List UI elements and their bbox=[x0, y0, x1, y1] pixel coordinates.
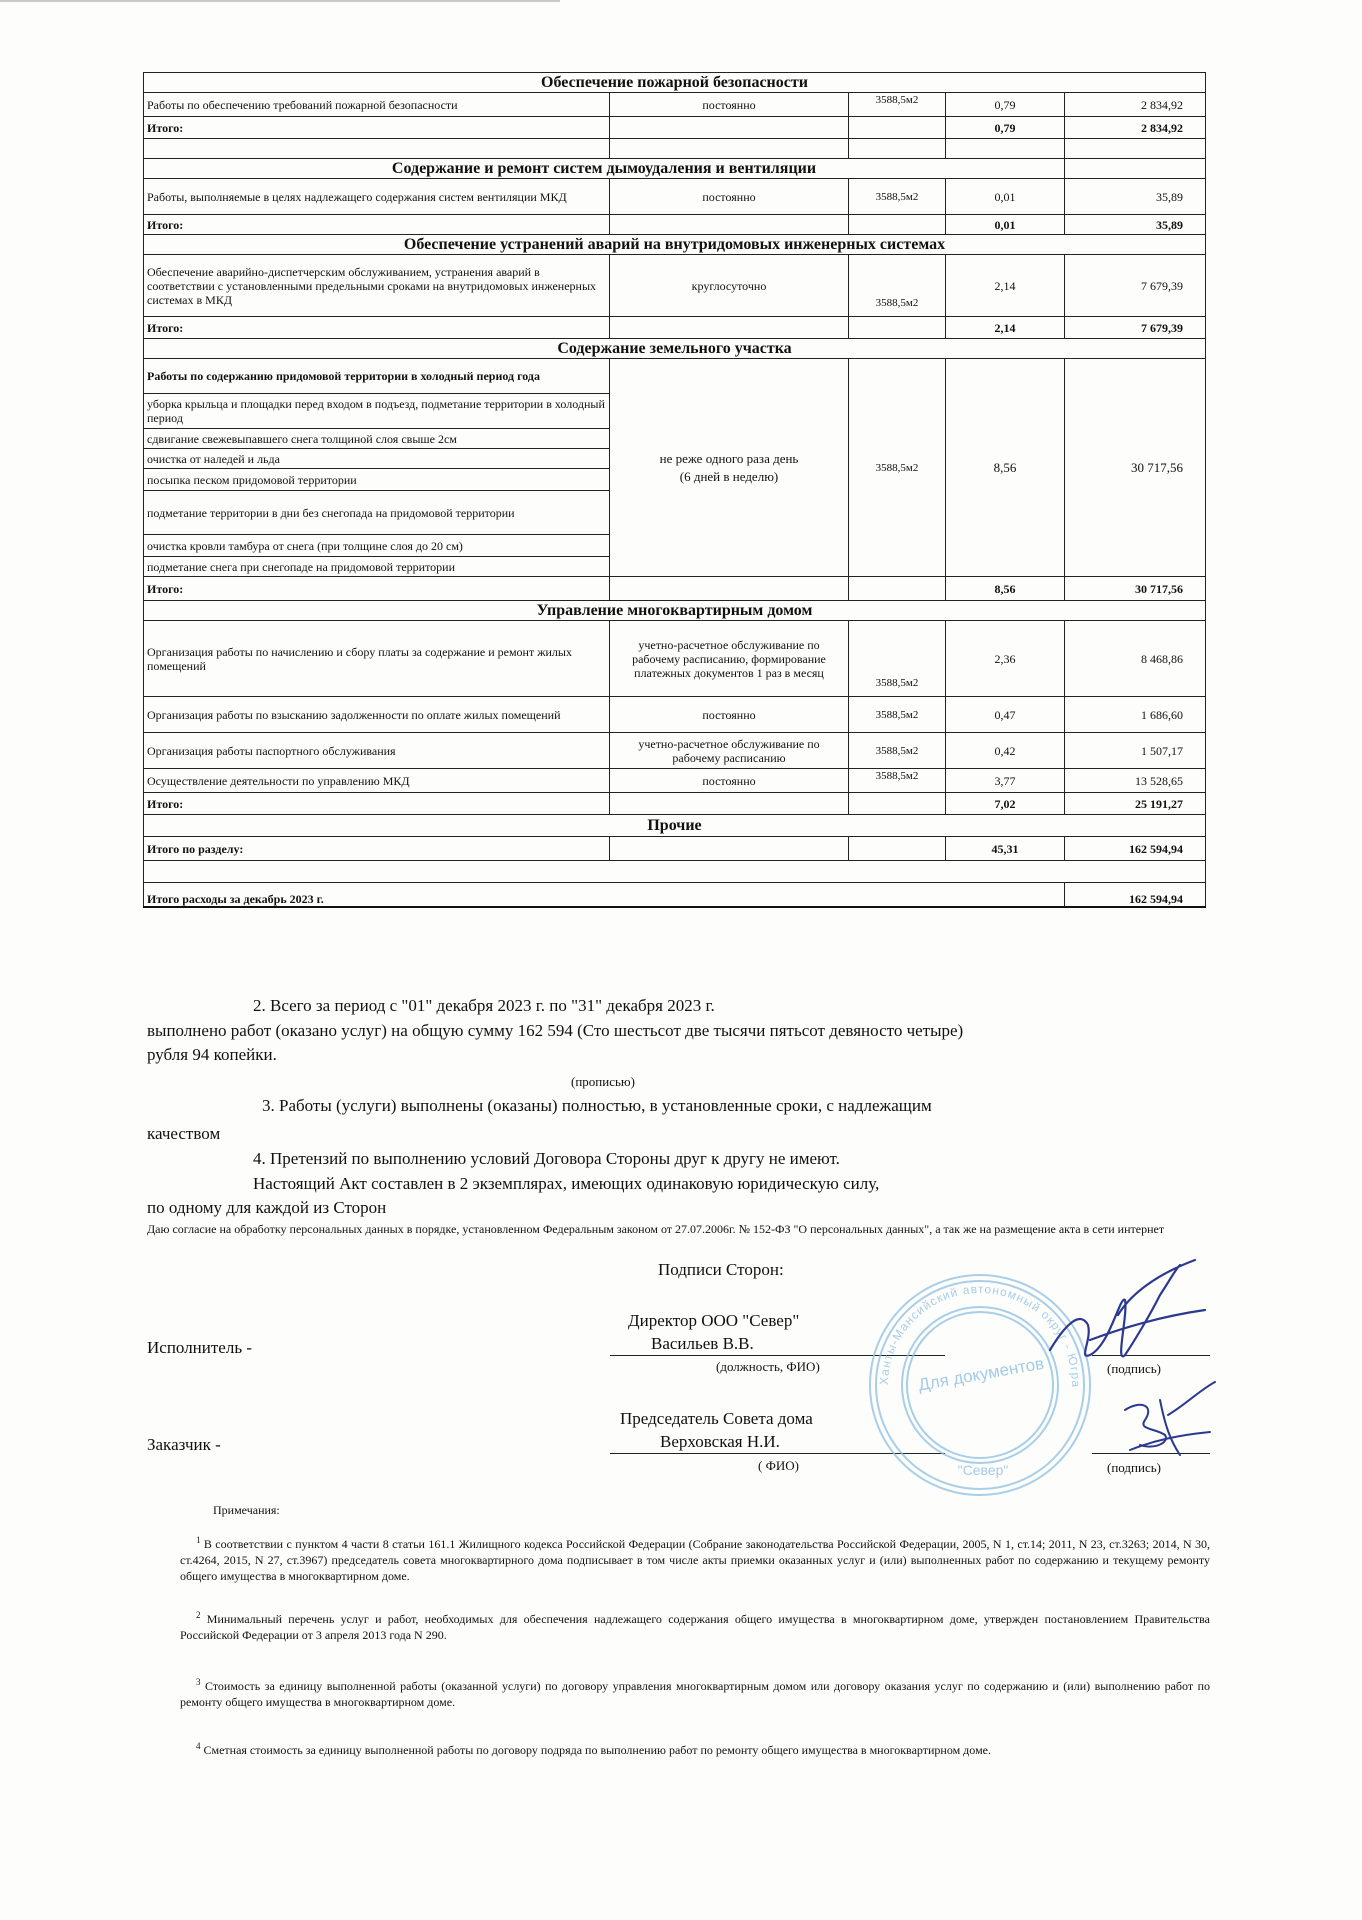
work-sum: 2 834,92 bbox=[1065, 93, 1206, 117]
grand-total-row bbox=[144, 883, 1206, 907]
work-period: постоянно bbox=[610, 697, 849, 733]
section-title: Прочие bbox=[144, 815, 1206, 837]
work-name: Организация работы паспортного обслуживания bbox=[144, 733, 610, 769]
notes-heading: Примечания: bbox=[213, 1503, 280, 1517]
total-rate: 2,14 bbox=[946, 317, 1065, 339]
total-row bbox=[144, 215, 1206, 235]
work-area: 3588,5м2 bbox=[849, 769, 946, 793]
work-area: 3588,5м2 bbox=[849, 255, 946, 317]
section-total-sum: 162 594,94 bbox=[1065, 837, 1206, 861]
work-name: Организация работы по начислению и сбору платы за содержание и ремонт жилых помещений bbox=[144, 621, 610, 697]
section-total-rate: 45,31 bbox=[946, 837, 1065, 861]
work-sum: 8 468,86 bbox=[1065, 621, 1206, 697]
paragraph-3-line-1: 3. Работы (услуги) выполнены (оказаны) полностью, в установленные сроки, с надлежащим bbox=[262, 1096, 932, 1115]
section-header bbox=[144, 339, 1206, 359]
executor-name: Васильев В.В. bbox=[651, 1334, 754, 1353]
table-row bbox=[144, 93, 1206, 117]
note-2-text: Минимальный перечень услуг и работ, необходимых для обеспечения надлежащего содержания общего имущества в многоквартирном доме, утвержден постановлением Правительства Российской Федерации от 3 апреля 2013 года N 290. bbox=[180, 1612, 1211, 1642]
total-label: Итого: bbox=[144, 793, 610, 815]
table-row bbox=[144, 697, 1206, 733]
executor-label: Исполнитель - bbox=[147, 1338, 252, 1357]
total-label: Итого: bbox=[144, 577, 610, 601]
note-1 bbox=[180, 1532, 1210, 1584]
note-1-mark: 1 bbox=[196, 1535, 201, 1545]
work-name: Организация работы по взысканию задолженности по оплате жилых помещений bbox=[144, 697, 610, 733]
work-rate: 8,56 bbox=[946, 359, 1065, 577]
work-period: не реже одного раза день (6 дней в неделю) bbox=[610, 359, 849, 577]
note-1-text: В соответствии с пунктом 4 части 8 статьи 161.1 Жилищного кодекса Российской Федерации (Собрание законодательства Российской Федерации, 2005, N 1, ст.14; 2011, N 23, ст.3263; 2014, N 30, ст.4264, 2015, N 27, ст.3967) председатель совета многоквартирного дома подписывает в том числе акты приемки оказанных услуг и (или) выполненных работ по содержанию и текущему ремонту общего имущества в многоквартирном доме. bbox=[180, 1537, 1211, 1583]
note-3 bbox=[180, 1674, 1210, 1710]
work-rate: 0,47 bbox=[946, 697, 1065, 733]
section-header bbox=[144, 235, 1206, 255]
section-total-label: Итого по разделу: bbox=[144, 837, 610, 861]
paragraph-2-line-3: рубля 94 копейки. bbox=[147, 1045, 277, 1064]
section-total-row bbox=[144, 837, 1206, 861]
section-header bbox=[144, 815, 1206, 837]
stamp-center-text: Для документов bbox=[916, 1353, 1046, 1395]
work-name: Осуществление деятельности по управлению МКД bbox=[144, 769, 610, 793]
table-row bbox=[144, 769, 1206, 793]
total-rate: 8,56 bbox=[946, 577, 1065, 601]
work-sum: 13 528,65 bbox=[1065, 769, 1206, 793]
works-table bbox=[143, 72, 1206, 908]
table-row bbox=[144, 359, 1206, 394]
table-row bbox=[144, 621, 1206, 697]
total-sum: 35,89 bbox=[1065, 215, 1206, 235]
work-area: 3588,5м2 bbox=[849, 621, 946, 697]
work-area: 3588,5м2 bbox=[849, 359, 946, 577]
work-rate: 0,79 bbox=[946, 93, 1065, 117]
paragraph-5-line-1: Настоящий Акт составлен в 2 экземплярах, имеющих одинаковую юридическую силу, bbox=[253, 1174, 880, 1193]
note-4-mark: 4 bbox=[196, 1741, 201, 1751]
total-rate: 7,02 bbox=[946, 793, 1065, 815]
paragraph-2-line-2: выполнено работ (оказано услуг) на общую сумму 162 594 (Сто шестьсот две тысячи пятьсот девяносто четыре) bbox=[147, 1021, 964, 1040]
work-rate: 0,42 bbox=[946, 733, 1065, 769]
work-rate: 2,36 bbox=[946, 621, 1065, 697]
total-row bbox=[144, 317, 1206, 339]
section-title: Содержание и ремонт систем дымоудаления и вентиляции bbox=[144, 159, 1065, 179]
total-label: Итого: bbox=[144, 215, 610, 235]
section-header bbox=[144, 601, 1206, 621]
stamp-outer-text: Ханты-Мансийский автономный округ - Югра bbox=[876, 1281, 1084, 1389]
paragraph-3-line-2: качеством bbox=[147, 1124, 221, 1143]
paragraph-2-line-1: 2. Всего за период с "01" декабря 2023 г. по "31" декабря 2023 г. bbox=[253, 996, 715, 1015]
total-rate: 0,79 bbox=[946, 117, 1065, 139]
work-name: подметание территории в дни без снегопада на придомовой территории bbox=[144, 491, 610, 535]
section-title: Содержание земельного участка bbox=[144, 339, 1206, 359]
work-period: постоянно bbox=[610, 179, 849, 215]
grand-total-label: Итого расходы за декабрь 2023 г. bbox=[144, 883, 1065, 907]
grand-total-sum: 162 594,94 bbox=[1065, 883, 1206, 907]
work-name: Работы, выполняемые в целях надлежащего содержания систем вентиляции МКД bbox=[144, 179, 610, 215]
work-rate: 3,77 bbox=[946, 769, 1065, 793]
note-2 bbox=[180, 1607, 1210, 1643]
work-period: учетно-расчетное обслуживание по рабочему расписанию bbox=[610, 733, 849, 769]
work-name: уборка крыльца и площадки перед входом в подъезд, подметание территории в холодный период bbox=[144, 394, 610, 429]
section-title: Управление многоквартирным домом bbox=[144, 601, 1206, 621]
spacer-row bbox=[144, 139, 1206, 159]
work-area: 3588,5м2 bbox=[849, 179, 946, 215]
table-row bbox=[144, 179, 1206, 215]
note-2-mark: 2 bbox=[196, 1610, 201, 1620]
customer-label: Заказчик - bbox=[147, 1435, 221, 1454]
work-area: 3588,5м2 bbox=[849, 93, 946, 117]
signatures-title: Подписи Сторон: bbox=[658, 1260, 784, 1279]
paragraph-5-line-2: по одному для каждой из Сторон bbox=[147, 1198, 387, 1217]
note-3-mark: 3 bbox=[196, 1677, 201, 1687]
work-rate: 0,01 bbox=[946, 179, 1065, 215]
work-name: очистка от наледей и льда bbox=[144, 449, 610, 469]
work-area: 3588,5м2 bbox=[849, 697, 946, 733]
work-name: очистка кровли тамбура от снега (при толщине слоя до 20 см) bbox=[144, 535, 610, 557]
work-period: учетно-расчетное обслуживание по рабочему расписанию, формирование платежных документов 1 раз в месяц bbox=[610, 621, 849, 697]
total-row bbox=[144, 577, 1206, 601]
section-header bbox=[144, 73, 1206, 93]
work-sum: 1 507,17 bbox=[1065, 733, 1206, 769]
work-sum: 1 686,60 bbox=[1065, 697, 1206, 733]
stamp-name-text: "Север" bbox=[957, 1462, 1009, 1478]
work-name: Обеспечение аварийно-диспетчерским обслуживанием, устранения аварий в соответствии с установленными предельными сроками на внутридомовых инженерных системах в МКД bbox=[144, 255, 610, 317]
work-name: Работы по обеспечению требований пожарной безопасности bbox=[144, 93, 610, 117]
in-words-caption: (прописью) bbox=[571, 1074, 635, 1089]
work-period: постоянно bbox=[610, 93, 849, 117]
paragraph-4: 4. Претензий по выполнению условий Договора Стороны друг к другу не имеют. bbox=[253, 1149, 840, 1168]
customer-name: Верховская Н.И. bbox=[660, 1432, 780, 1451]
total-row bbox=[144, 117, 1206, 139]
scan-edge bbox=[0, 0, 560, 2]
total-row bbox=[144, 793, 1206, 815]
customer-position: Председатель Совета дома bbox=[620, 1409, 813, 1428]
total-sum: 30 717,56 bbox=[1065, 577, 1206, 601]
section-title: Обеспечение устранений аварий на внутридомовых инженерных системах bbox=[144, 235, 1206, 255]
note-4 bbox=[180, 1738, 1210, 1758]
customer-caption: ( ФИО) bbox=[758, 1458, 799, 1473]
customer-sign-caption: (подпись) bbox=[1107, 1460, 1161, 1475]
spacer-row bbox=[144, 861, 1206, 883]
work-sum: 35,89 bbox=[1065, 179, 1206, 215]
total-sum: 25 191,27 bbox=[1065, 793, 1206, 815]
work-sum: 30 717,56 bbox=[1065, 359, 1206, 577]
work-rate: 2,14 bbox=[946, 255, 1065, 317]
executor-signature bbox=[1030, 1255, 1210, 1385]
total-label: Итого: bbox=[144, 317, 610, 339]
work-name: посыпка песком придомовой территории bbox=[144, 469, 610, 491]
executor-position: Директор ООО "Север" bbox=[628, 1311, 800, 1330]
work-name: подметание снега при снегопаде на придомовой территории bbox=[144, 557, 610, 577]
work-name: сдвигание свежевыпавшего снега толщиной слоя свыше 2см bbox=[144, 429, 610, 449]
executor-caption: (должность, ФИО) bbox=[716, 1359, 820, 1374]
executor-sign-caption: (подпись) bbox=[1107, 1361, 1161, 1376]
total-rate: 0,01 bbox=[946, 215, 1065, 235]
work-area: 3588,5м2 bbox=[849, 733, 946, 769]
note-3-text: Стоимость за единицу выполненной работы (оказанной услуги) по договору управления многоквартирным домом или договору оказания услуг по содержанию и (или) выполнению работ по ремонту общего имущества в многоквартирном доме. bbox=[180, 1679, 1211, 1709]
work-period: круглосуточно bbox=[610, 255, 849, 317]
total-sum: 7 679,39 bbox=[1065, 317, 1206, 339]
work-sum: 7 679,39 bbox=[1065, 255, 1206, 317]
customer-signature bbox=[1110, 1380, 1220, 1470]
consent-text: Даю согласие на обработку персональных данных в порядке, установленном Федеральным законом от 27.07.2006г. № 152-ФЗ "О персональных данных", а так же на размещение акта в сети интернет bbox=[147, 1222, 1165, 1236]
work-name: Работы по содержанию придомовой территории в холодный период года bbox=[144, 359, 610, 394]
table-row bbox=[144, 733, 1206, 769]
work-period: постоянно bbox=[610, 769, 849, 793]
section-header bbox=[144, 159, 1206, 179]
section-title: Обеспечение пожарной безопасности bbox=[144, 73, 1206, 93]
table-row bbox=[144, 255, 1206, 317]
total-label: Итого: bbox=[144, 117, 610, 139]
total-sum: 2 834,92 bbox=[1065, 117, 1206, 139]
note-4-text: Сметная стоимость за единицу выполненной работы по договору подряда по выполнению работ по ремонту общего имущества в многоквартирном доме. bbox=[203, 1743, 991, 1757]
